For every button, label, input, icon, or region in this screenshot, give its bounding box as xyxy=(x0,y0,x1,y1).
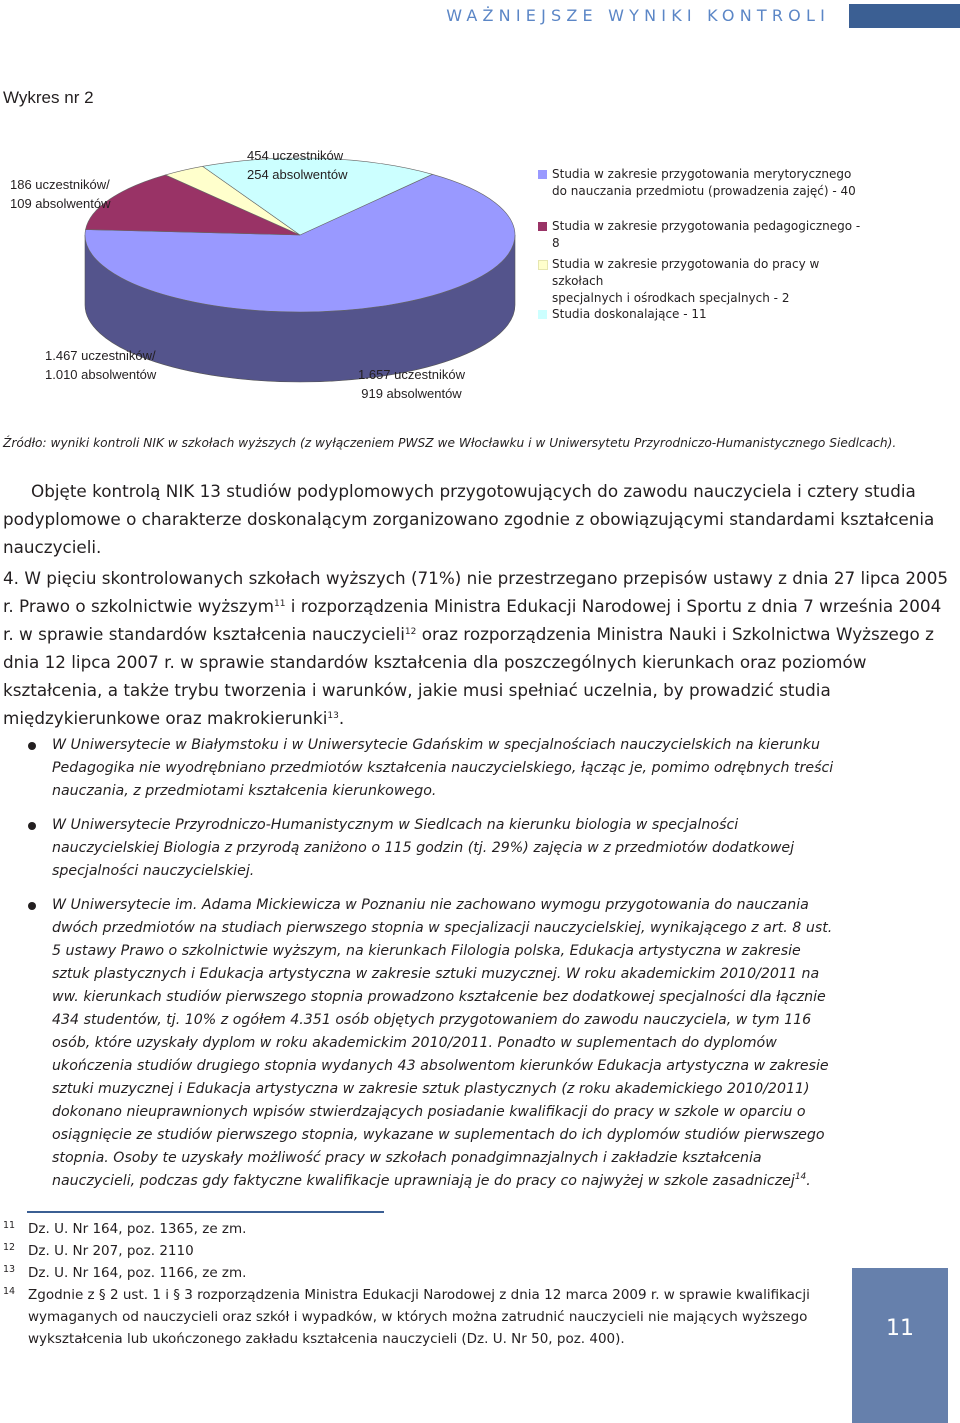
footnote-ref[interactable]: 14 xyxy=(794,1172,807,1182)
bullet-item: W Uniwersytecie im. Adama Mickiewicza w Poznaniu nie zachowano wymogu przygotowania do nauczania dwóch przedmiotów na studiach pierwszego stopnia w specjalizacji nauczycielskiej, wynikającego z art. 8 ust. 5 ustawy Prawo o szkolnictwie wyższym, na kierunkach Filologia polska, Edukacja artystyczna w zakresie sztuk plastycznych i Edukacja artystyczna w zakresie sztuki muzycznej. W roku akademickim 2010/2011 na ww. kierunkach studiów pierwszego stopnia prowadzono kształcenie bez dodatkowej specjalności dla łącznie 434 studentów, tj. 10% z ogółem 4.351 osób objętych przygotowaniem do zawodu nauczyciela, w tym 116 osób, które uzyskały dyplom w roku akademickim 2010/2011. Ponadto w suplementach do dyplomów ukończenia studiów drugiego stopnia wydanych 43 absolwentom kierunków Edukacja artystyczna w zakresie sztuki muzycznej i Edukacja artystyczna w zakresie sztuk plastycznych (z roku akademickiego 2010/2011) dokonano nieuprawnionych wpisów stwierdzających posiadanie kwalifikacji do pracy w szkole w oparciu o osiągnięcie ze studiów pierwszego stopnia, wykazane w suplementach do ich dyplomów studiów pierwszego stopnia. Osoby te uzyskały możliwość pracy w szkołach ponadgimnazjalnych i zakładzie kształcenia nauczycieli, podczas gdy faktyczne kwalifikacje uprawniają je do pracy co najwyżej w szkole zasadniczej$^{14}$. xyxy=(52,894,842,1193)
legend-swatch xyxy=(538,222,547,231)
bullet-item: W Uniwersytecie Przyrodniczo-Humanistycznym w Siedlcach na kierunku biologia w specjalności nauczycielskiej Biologia z przyrodą zaniżono o 115 godzin (tj. 29%) zajęcia w z przedmiotów dodatkowej specjalności nauczycielskiej. xyxy=(52,814,842,883)
footnote-ref[interactable]: 13 xyxy=(327,711,339,721)
footnote: 14 Zgodnie z § 2 ust. 1 i § 3 rozporządzenia Ministra Edukacji Narodowej z dnia 12 marca 2009 r. w sprawie kwalifikacji wymaganych od nauczycieli oraz szkół i wypadków, w których można zatrudnić nauczycieli nie mających wyższego wykształcenia lub ukończonego zakładu kształcenia nauczycieli (Dz. U. Nr 50, poz. 400). xyxy=(3,1286,810,1347)
footnotes xyxy=(3,1218,843,1350)
legend-swatch xyxy=(538,170,547,179)
slice-label-substantive: 1.657 uczestników 919 absolwentów xyxy=(358,367,465,401)
footnote-divider xyxy=(27,1211,384,1213)
legend-item: Studia w zakresie przygotowania do pracy w szkołach specjalnych i ośrodkach specjalnych - 2 xyxy=(538,256,868,307)
legend-item: Studia doskonalające - 11 xyxy=(538,306,707,323)
footnote: 13 Dz. U. Nr 164, poz. 1166, ze zm. xyxy=(3,1264,247,1281)
legend-swatch xyxy=(538,260,548,270)
legend-swatch xyxy=(538,310,547,319)
bullet-item: W Uniwersytecie w Białymstoku i w Uniwersytecie Gdańskim w specjalnościach nauczycielskich na kierunku Pedagogika nie wyodrębniano przedmiotów kształcenia nauczycielskiego, łącząc je, pomimo odrębnych treści nauczania, z przedmiotami kształcenia kierunkowego. xyxy=(52,734,842,803)
paragraph-number: 4. xyxy=(3,568,20,588)
slice-label-improvement: 454 uczestników 254 absolwentów xyxy=(247,148,348,182)
body-paragraph: Objęte kontrolą NIK 13 studiów podyplomowych przygotowujących do zawodu nauczyciela i cztery studia podyplomowe o charakterze doskonalącym zorganizowano zgodnie z obowiązującymi standardami kształcenia nauczycieli. xyxy=(3,481,935,557)
page-number-box xyxy=(852,1268,948,1423)
chart-source-note: Źródło: wyniki kontroli NIK w szkołach wyższych (z wyłączeniem PWSZ we Włocławku i w Uniwersytetu Przyrodniczo-Humanistycznego Siedlcach). xyxy=(3,436,897,450)
footnote-ref[interactable]: 12 xyxy=(404,627,417,637)
slice-label-pedagogical: 1.467 uczestników/ 1.010 absolwentów xyxy=(45,348,157,382)
legend-item: Studia w zakresie przygotowania merytorycznego do nauczania przedmiotu (prowadzenia zajęć) - 40 xyxy=(538,166,856,200)
chart-title: Wykres nr 2 xyxy=(3,88,94,107)
footnote: 11 Dz. U. Nr 164, poz. 1365, ze zm. xyxy=(3,1220,247,1237)
slice-label-special: 186 uczestników/ 109 absolwentów xyxy=(10,177,111,211)
page-number: 11 xyxy=(886,1316,914,1341)
legend-item: Studia w zakresie przygotowania pedagogicznego - 8 xyxy=(538,218,868,252)
footnote-ref[interactable]: 11 xyxy=(274,599,286,609)
header-color-block xyxy=(849,4,960,28)
body-paragraph-numbered: 4. W pięciu skontrolowanych szkołach wyższych (71%) nie przestrzegano przepisów ustawy z dnia 27 lipca 2005 r. Prawo o szkolnictwie wyższym$^{11}$ i rozporządzenia Ministra Edukacji Narodowej i Sportu z dnia 7 września 2004 r. w sprawie standardów kształcenia nauczycieli$^{12}$ oraz rozporządzenia Ministra Nauki i Szkolnictwa Wyższego z dnia 12 lipca 2007 r. w sprawie standardów kształcenia dla poszczególnych kierunkach oraz poziomów kształcenia, a także trybu tworzenia i warunków, jakie musi spełniać uczelnia, by prowadzić studia międzykierunkowe oraz makrokierunki$^{13}$. xyxy=(3,568,949,728)
running-header: WAŻNIEJSZE WYNIKI KONTROLI xyxy=(446,6,830,25)
footnote: 12 Dz. U. Nr 207, poz. 2110 xyxy=(3,1242,194,1259)
bullet-list xyxy=(52,734,842,1204)
